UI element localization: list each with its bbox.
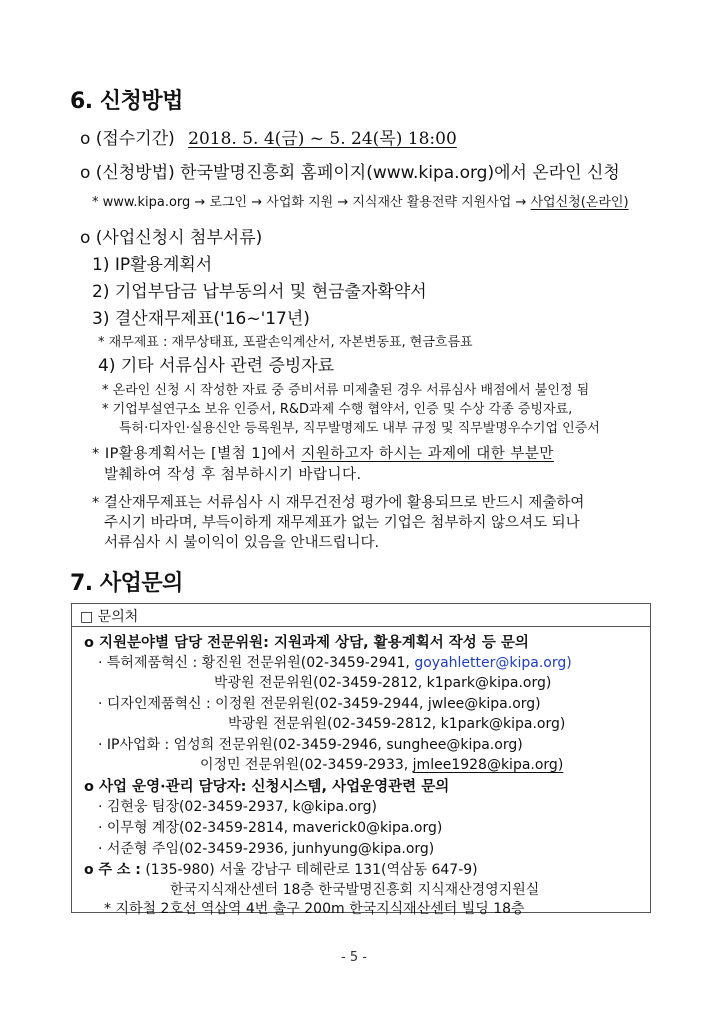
method-path-underlined: 사업신청(온라인): [530, 195, 629, 210]
financial-note-b: 주시기 바라며, 부득이하게 재무제표가 없는 기업은 첨부하지 않으셔도 되나: [104, 515, 580, 531]
doc-item-4: 4) 기타 서류심사 관련 증빙자료: [98, 356, 335, 376]
expert-1a-email-link[interactable]: goyahletter@kipa.org): [414, 655, 572, 671]
financial-note-a: * 결산재무제표는 서류심사 시 재무건전성 평가에 활용되므로 반드시 제출하여: [92, 495, 585, 511]
method-path: [92, 191, 629, 210]
contact-box-title: □ 문의처: [80, 609, 139, 625]
expert-row-2a: · 디자인제품혁신 : 이정원 전문위원(02-3459-2944, jwlee@kipa.org): [98, 696, 541, 712]
expert-row-2b: 박광원 전문위원(02-3459-2812, k1park@kipa.org): [228, 716, 566, 732]
address-line-b: 한국지식재산센터 18층 한국발명진흥회 지식재산경영지원실: [170, 882, 540, 898]
ops-heading: o 사업 운영·관리 담당자: 신청시스템, 사업운영관련 문의: [84, 779, 450, 795]
doc-item-4-note-1: * 온라인 신청 시 작성한 자료 중 증비서류 미제출된 경우 서류심사 배점에서 불인정 됨: [102, 383, 590, 398]
expert-row-3b: [200, 754, 563, 774]
doc-item-3-note: * 재무제표 : 재무상태표, 포괄손익계산서, 자본변동표, 현금흐름표: [98, 335, 473, 350]
ip-plan-note-b: 발췌하여 작성 후 첨부하시기 바랍니다.: [104, 467, 362, 483]
expert-row-1b: 박광원 전문위원(02-3459-2812, k1park@kipa.org): [214, 675, 552, 691]
doc-item-4-note-2a: * 기업부설연구소 보유 인증서, R&D과제 수행 협약서, 인증 및 수상 각종 증빙자료,: [102, 402, 573, 417]
method-line: o (신청방법) 한국발명진흥회 홈페이지(www.kipa.org)에서 온라인 신청: [80, 163, 620, 183]
expert-row-1a: [98, 652, 572, 672]
contact-box-header: [72, 604, 650, 627]
doc-item-1: 1) IP활용계획서: [92, 255, 213, 275]
expert-3b-text: 이정민 전문위원(02-3459-2933,: [200, 757, 409, 773]
address-label: o 주 소 :: [84, 862, 141, 878]
ip-plan-note-underlined: 지원하고자 하시는 과제에 대한 부분만: [301, 446, 554, 462]
doc-item-4-note-2b: 특허·디자인·실용신안 등록원부, 직무발명제도 내부 규정 및 직무발명우수기업 인증서: [119, 421, 600, 436]
ip-plan-note-a: [92, 442, 554, 463]
ops-row-1: · 김현웅 팀장(02-3459-2937, k@kipa.org): [98, 799, 377, 815]
doc-item-2: 2) 기업부담금 납부동의서 및 현금출자확약서: [92, 282, 427, 302]
period-line: [80, 124, 457, 149]
expert-row-3a: · IP사업화 : 엄성희 전문위원(02-3459-2946, sunghee@kipa.org): [98, 737, 523, 753]
period-prefix: o (접수기간): [80, 129, 175, 149]
docs-title: o (사업신청시 첨부서류): [80, 228, 263, 248]
doc-item-3: 3) 결산재무제표('16~'17년): [92, 309, 310, 329]
address-line-a: [84, 859, 478, 879]
ops-row-3: · 서준형 주임(02-3459-2936, junhyung@kipa.org): [98, 841, 435, 857]
address-text-a: (135-980) 서울 강남구 테헤란로 131(역삼동 647-9): [145, 862, 478, 878]
method-path-plain: * www.kipa.org → 로그인 → 사업화 지원 → 지식재산 활용전략 지원사업 →: [92, 195, 527, 210]
address-note: * 지하철 2호선 역삼역 4번 출구 200m 한국지식재산센터 빌딩 18층: [104, 901, 525, 917]
ops-row-2: · 이무형 계장(02-3459-2814, maverick0@kipa.org): [98, 820, 443, 836]
page-number: - 5 -: [341, 950, 367, 965]
section7-title: 7. 사업문의: [70, 571, 183, 596]
period-value: 2018. 5. 4(금) ~ 5. 24(목) 18:00: [188, 129, 457, 149]
contact-box: [71, 603, 651, 917]
section6-title: 6. 신청방법: [70, 89, 183, 114]
financial-note-c: 서류심사 시 불이익이 있음을 안내드립니다.: [104, 535, 380, 551]
expert-1a-text: · 특허제품혁신 : 황진원 전문위원(02-3459-2941,: [98, 655, 410, 671]
expert-3b-email-link[interactable]: jmlee1928@kipa.org): [412, 757, 564, 773]
ip-plan-note-plain: * IP활용계획서는 [별첨 1]에서: [92, 446, 297, 462]
experts-heading: o 지원분야별 담당 전문위원: 지원과제 상담, 활용계획서 작성 등 문의: [84, 635, 529, 651]
